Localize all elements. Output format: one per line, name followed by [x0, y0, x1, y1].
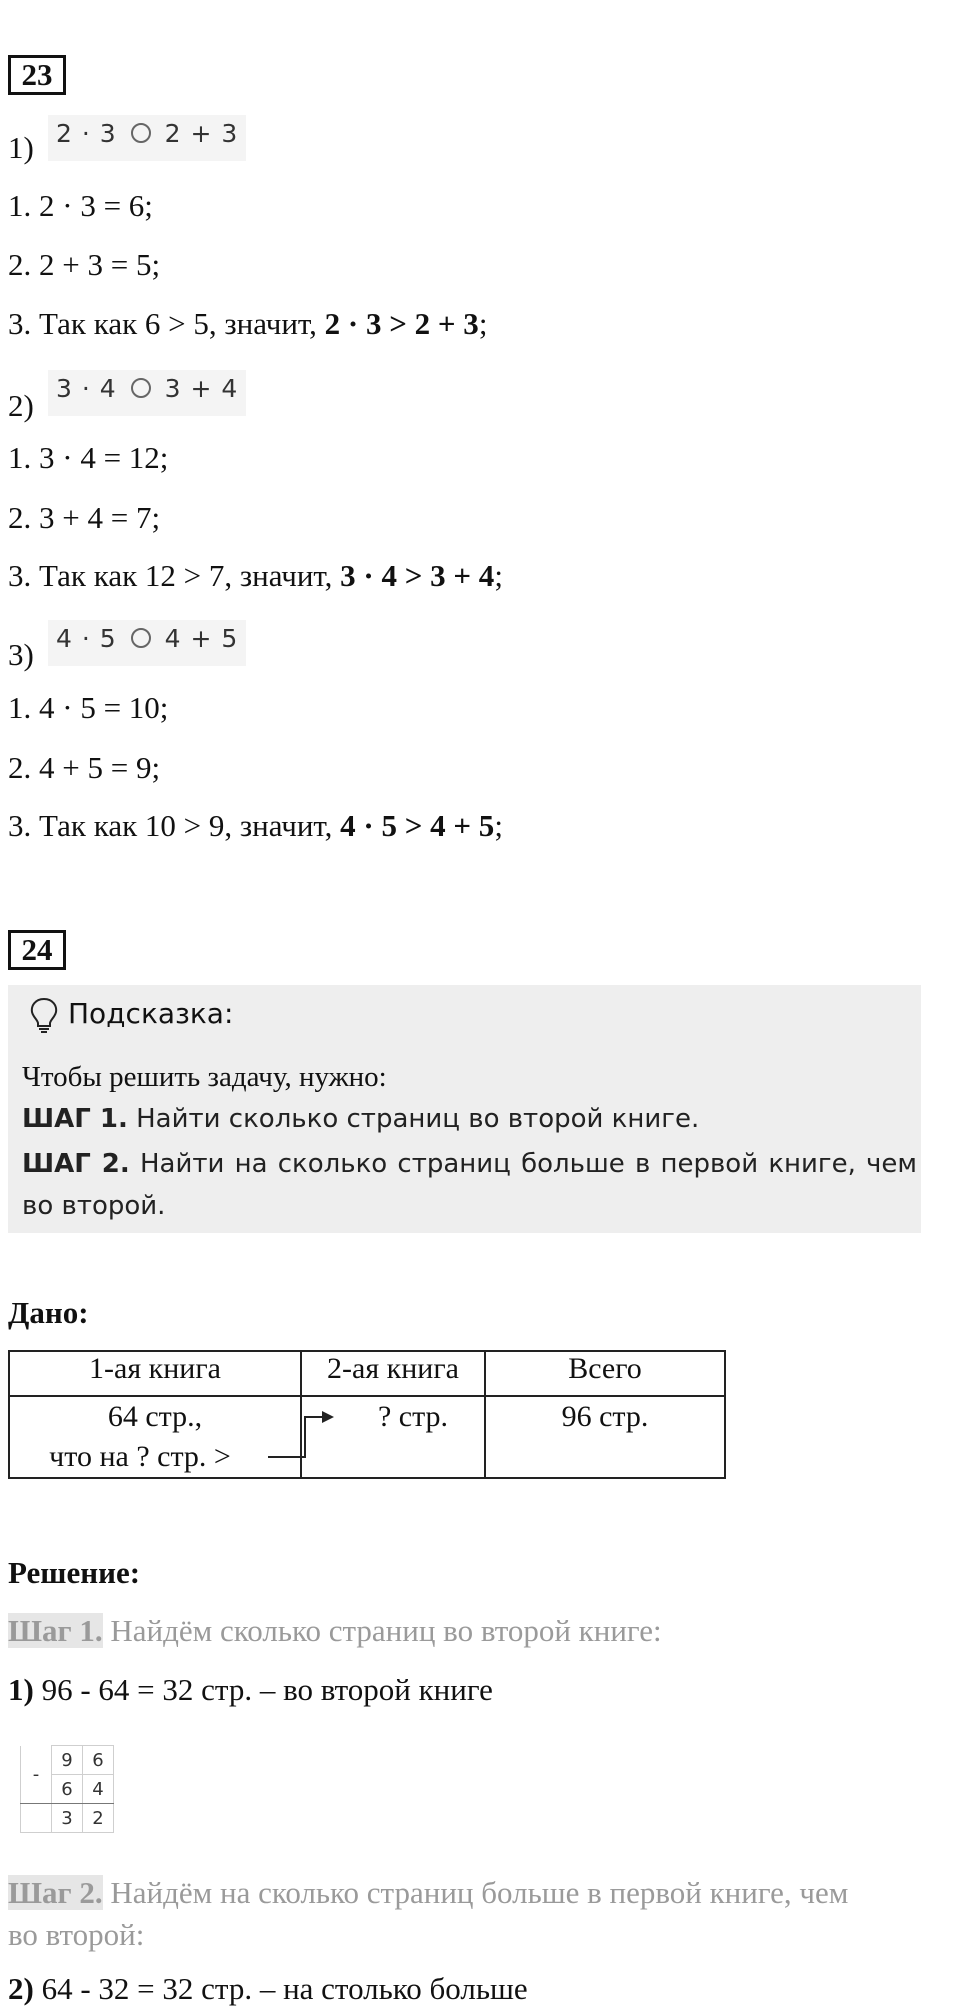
cell-line: что на ? стр. >: [49, 1440, 231, 1473]
conclusion-bold: 3 · 4 > 3 + 4: [340, 558, 495, 593]
hint-step-1-text: Найти сколько страниц во второй книге.: [127, 1104, 700, 1134]
equation-1-number: 1): [8, 1672, 34, 1707]
conclusion-end: ;: [478, 306, 488, 341]
conclusion-line: [8, 306, 487, 342]
calc-digit: 4: [83, 1775, 114, 1804]
hint-step-2: [22, 1143, 917, 1227]
solution-step-1-text: Найдём сколько страниц во второй книге:: [102, 1613, 662, 1648]
given-label: [8, 1295, 89, 1331]
expr-right-3: 4 + 5: [164, 624, 239, 653]
step-line: 2. 4 + 5 = 9;: [8, 750, 161, 785]
equation-1: [8, 1672, 493, 1708]
conclusion-line: [8, 808, 503, 844]
expr-right-2: 3 + 4: [164, 374, 239, 403]
hint-step-2-text: Найти на сколько страниц больше в первой книге, чем во второй.: [22, 1149, 918, 1221]
solution-label: [8, 1555, 140, 1591]
solution-step-1-label: Шаг 1.: [8, 1613, 103, 1648]
solution-step-2-label: Шаг 2.: [8, 1875, 103, 1910]
calc-digit: 3: [52, 1804, 83, 1833]
solution-label-text: Решение:: [8, 1555, 141, 1590]
conclusion-text: 3. Так как 6 > 5, значит,: [8, 306, 325, 341]
step-line: 1. 2 · 3 = 6;: [8, 188, 153, 223]
calc-digit: 9: [52, 1746, 83, 1775]
expr-left-1: 2 · 3: [56, 119, 117, 148]
step-line: 2. 3 + 4 = 7;: [8, 500, 161, 535]
compare-circle-icon: [131, 628, 151, 648]
equation-2: [8, 1971, 528, 2007]
part-label-3: 3): [8, 637, 34, 672]
table-cell-total: 96 стр.: [485, 1396, 725, 1478]
comparison-expression-3: [48, 620, 246, 666]
table-header: 1-ая книга: [9, 1351, 301, 1396]
conclusion-line: [8, 558, 503, 594]
conclusion-bold: 2 · 3 > 2 + 3: [324, 306, 479, 341]
hint-step-1: [22, 1099, 917, 1139]
table-cell-book1: [9, 1396, 301, 1478]
hint-title: Подсказка:: [68, 997, 234, 1030]
expr-left-2: 3 · 4: [56, 374, 117, 403]
cell-line: ? стр.: [377, 1400, 449, 1433]
task-number-23: 23: [8, 55, 66, 95]
solution-step-2-text: Найдём на сколько страниц больше в первой книге, чем: [102, 1875, 849, 1910]
equation-1-text: 96 - 64 = 32 стр. – во второй книге: [33, 1672, 493, 1707]
table-header-row: [9, 1351, 725, 1396]
relation-arrow-icon: [260, 1395, 340, 1465]
expr-left-3: 4 · 5: [56, 624, 117, 653]
minus-sign: -: [21, 1746, 52, 1804]
solution-step-1: [8, 1613, 662, 1649]
step-line: 2. 2 + 3 = 5;: [8, 247, 161, 282]
calc-row: [21, 1804, 114, 1833]
given-table: [8, 1350, 726, 1479]
task-number-24: 24: [8, 930, 66, 970]
table-header: 2-ая книга: [301, 1351, 485, 1396]
table-row: [9, 1396, 725, 1478]
part-label-1: 1): [8, 130, 34, 165]
calc-empty: [21, 1804, 52, 1833]
conclusion-bold: 4 · 5 > 4 + 5: [340, 808, 495, 843]
part-label-2: 2): [8, 388, 34, 423]
calc-digit: 6: [83, 1746, 114, 1775]
hint-step-2-label: ШАГ 2.: [22, 1149, 130, 1179]
conclusion-text: 3. Так как 10 > 9, значит,: [8, 808, 341, 843]
calc-digit: 2: [83, 1804, 114, 1833]
calc-row: [21, 1746, 114, 1775]
column-subtraction: [20, 1745, 114, 1833]
conclusion-text: 3. Так как 12 > 7, значит,: [8, 558, 341, 593]
hint-box: [8, 985, 921, 1233]
equation-2-text: 64 - 32 = 32 стр. – на столько больше: [33, 1971, 528, 2006]
lightbulb-icon: [26, 995, 62, 1035]
step-line: 1. 3 · 4 = 12;: [8, 440, 169, 475]
comparison-expression-1: [48, 115, 246, 161]
table-header: Всего: [485, 1351, 725, 1396]
given-label-text: Дано:: [8, 1295, 89, 1330]
hint-step-1-label: ШАГ 1.: [22, 1104, 128, 1134]
cell-line: 64 стр.,: [107, 1400, 203, 1433]
compare-circle-icon: [131, 378, 151, 398]
compare-circle-icon: [131, 123, 151, 143]
step-line: 1. 4 · 5 = 10;: [8, 690, 169, 725]
hint-intro: Чтобы решить задачу, нужно:: [22, 1061, 387, 1093]
conclusion-end: ;: [494, 808, 503, 843]
calc-digit: 6: [52, 1775, 83, 1804]
equation-2-number: 2): [8, 1971, 34, 2006]
conclusion-end: ;: [494, 558, 503, 593]
solution-step-2-cont: во второй:: [8, 1917, 145, 1952]
solution-step-2: [8, 1875, 848, 1911]
expr-right-1: 2 + 3: [164, 119, 239, 148]
comparison-expression-2: [48, 370, 246, 416]
